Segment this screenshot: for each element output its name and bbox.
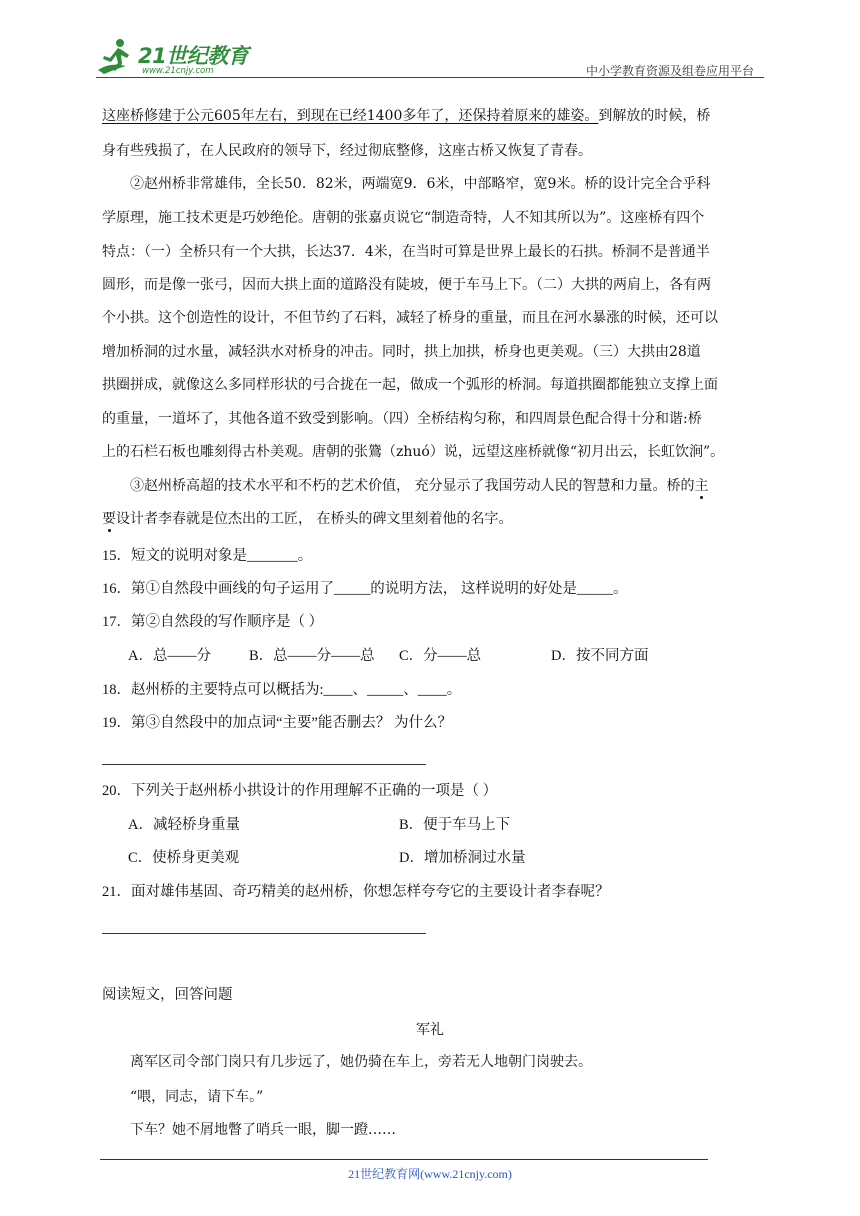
passage-paragraph-2-line-4: 圆形，而是像一张弓，因而大拱上面的道路没有陡坡，便于车马上下。（二）大拱的两肩上，各有两: [102, 277, 711, 293]
passage-text: ③赵州桥高超的技术水平和不朽的艺术价值， 充分显示了我国劳动人民的智慧和力量。桥的: [130, 478, 695, 494]
platform-name: 中小学教育资源及组卷应用平台: [585, 64, 754, 78]
passage-paragraph-2-line-9: 上的石栏石板也雕刻得古朴美观。唐朝的张鷟（zhuó）说，远望这座桥就像“初月出云，长虹饮涧”。: [102, 444, 725, 460]
story-title: 军礼: [416, 1022, 444, 1038]
q17-option-a[interactable]: A．总——分: [128, 648, 211, 664]
question-20: 20．下列关于赵州桥小拱设计的作用理解不正确的一项是（ ）: [102, 783, 498, 799]
passage-paragraph-2-line-5: 个小拱。这个创造性的设计，不但节约了石料，减轻了桥身的重量，而且在河水暴涨的时候，还可以: [102, 310, 718, 326]
underlined-sentence: 这座桥修建于公元605年左右，到现在已经1400多年了，还保持着原来的雄姿。: [102, 108, 599, 124]
footer-divider: [100, 1159, 708, 1160]
footer-link[interactable]: 21世纪教育网(www.21cnjy.com): [348, 1167, 512, 1181]
question-16: 16．第①自然段中画线的句子运用了_____的说明方法， 这样说明的好处是_____。: [102, 581, 628, 597]
passage-paragraph-3-line-1: [130, 476, 708, 496]
story-line-1: 离军区司令部门岗只有几步远了，她仍骑在车上，旁若无人地朝门岗驶去。: [130, 1054, 592, 1070]
story-line-3: 下车？她不屑地瞥了哨兵一眼，脚一蹬……: [130, 1122, 396, 1138]
q20-option-b[interactable]: B．便于车马上下: [399, 817, 511, 833]
question-17: 17．第②自然段的写作顺序是（ ）: [102, 614, 324, 630]
runner-logo-icon: [96, 36, 138, 76]
q20-option-d[interactable]: D．增加桥洞过水量: [399, 850, 526, 866]
story-line-2: “喂，同志，请下车。”: [130, 1089, 264, 1105]
passage-paragraph-2-line-2: 学原理，施工技术更是巧妙绝伦。唐朝的张嘉贞说它“制造奇特，人不知其所以为”。这座桥有四个: [102, 210, 705, 226]
passage-paragraph-2-line-7: 拱圈拼成，就像这么多同样形状的弓合拢在一起，做成一个弧形的桥洞。每道拱圈都能独立支撑上面: [102, 377, 718, 393]
dotted-word-char-2: 要: [102, 511, 116, 527]
question-19: 19．第③自然段中的加点词“主要”能否删去？ 为什么？: [102, 715, 452, 731]
question-21: 21．面对雄伟基固、奇巧精美的赵州桥，你想怎样夸夸它的主要设计者李春呢？: [102, 884, 610, 900]
q17-option-d[interactable]: D．按不同方面: [551, 648, 649, 664]
passage-text: 设计者李春就是位杰出的工匠， 在桥头的碑文里刻着他的名字。: [116, 511, 513, 527]
question-15: 15．短文的说明对象是_______。: [102, 548, 313, 564]
site-logo[interactable]: [96, 36, 266, 80]
passage-paragraph-1-line-2: 身有些残损了，在人民政府的领导下，经过彻底整修，这座古桥又恢复了青春。: [102, 143, 592, 159]
passage-paragraph-2-line-3: 特点：（一）全桥只有一个大拱，长达37．4米，在当时可算是世界上最长的石拱。桥洞不是普通半: [102, 244, 710, 260]
q19-answer-line[interactable]: [102, 764, 426, 765]
q17-option-b[interactable]: B．总——分——总: [249, 648, 375, 664]
q20-option-a[interactable]: A．减轻桥身重量: [128, 817, 240, 833]
passage-paragraph-2-line-6: 增加桥洞的过水量，减轻洪水对桥身的冲击。同时，拱上加拱，桥身也更美观。（三）大拱由28道: [102, 344, 701, 360]
page-header: [96, 36, 764, 80]
q21-answer-line[interactable]: [102, 933, 426, 934]
passage-paragraph-3-line-2: [102, 509, 512, 529]
q20-option-c[interactable]: C．使桥身更美观: [128, 850, 240, 866]
passage-paragraph-2-line-8: 的重量，一道坏了，其他各道不致受到影响。（四）全桥结构匀称，和四周景色配合得十分和谐:桥: [102, 411, 702, 427]
passage-text: 到解放的时候，桥: [598, 108, 711, 124]
logo-brand-text: 21世纪教育: [138, 44, 249, 68]
header-divider: [96, 77, 764, 78]
logo-site-url: www.21cnjy.com: [142, 66, 214, 76]
passage-paragraph-1-line-1: [102, 106, 710, 126]
passage-paragraph-2-line-1: ②赵州桥非常雄伟，全长50．82米，两端宽9．6米，中部略窄，宽9米。桥的设计完全合乎科: [130, 176, 711, 192]
dotted-word-char-1: 主: [694, 478, 709, 494]
question-18: 18．赵州桥的主要特点可以概括为:____、_____、____。: [102, 682, 462, 698]
q17-option-c[interactable]: C．分——总: [399, 648, 482, 664]
reading-instruction: 阅读短文，回答问题: [102, 987, 233, 1003]
